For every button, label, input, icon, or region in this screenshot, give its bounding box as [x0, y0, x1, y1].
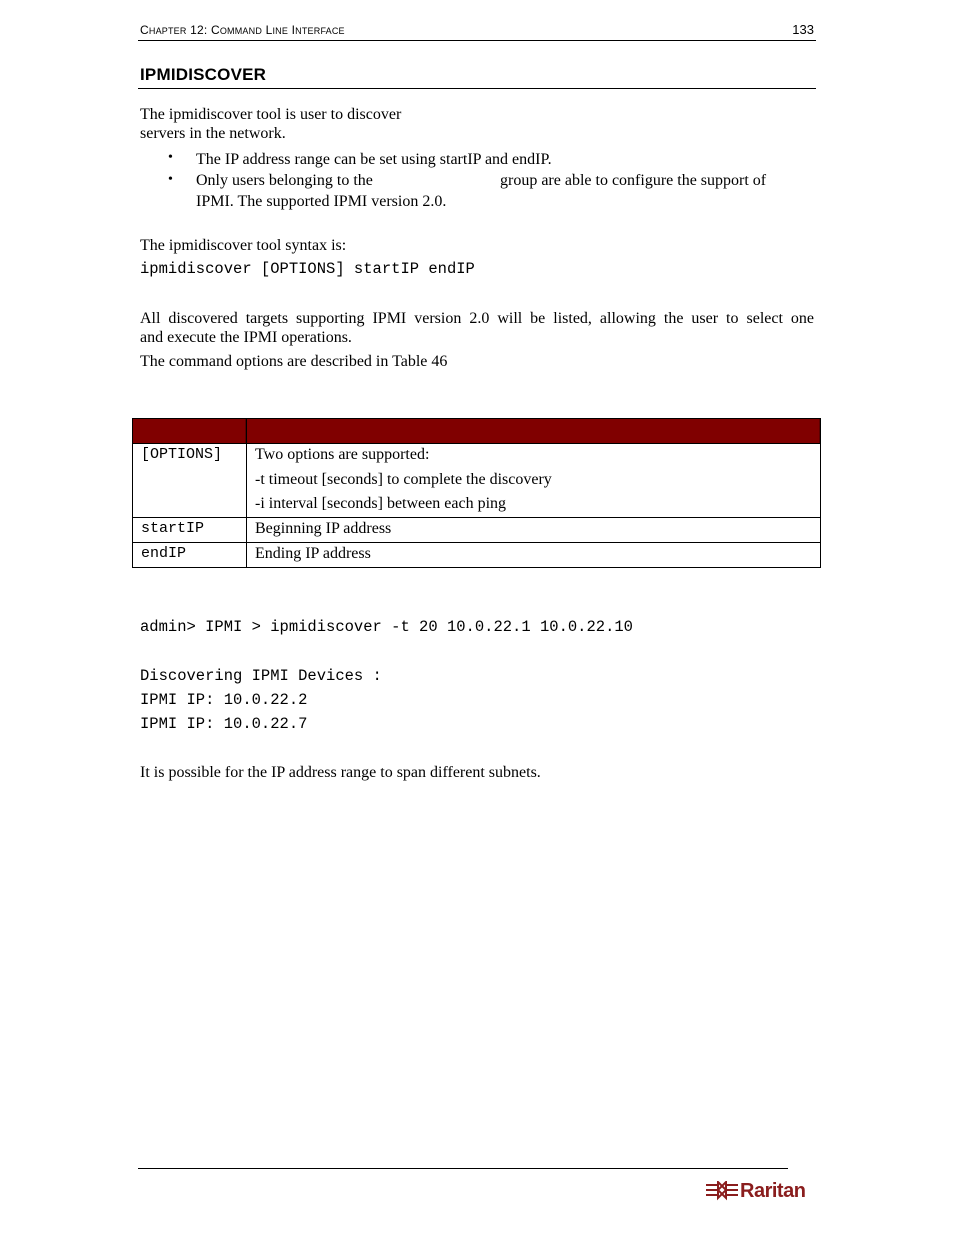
description-line: -t timeout [seconds] to complete the discovery: [255, 471, 552, 488]
description-line: -i interval [seconds] between each ping: [255, 495, 507, 512]
table-row: [133, 444, 821, 518]
discovery-line-1: All discovered targets supporting IPMI version 2.0 will be listed, allowing the user to select one: [140, 310, 814, 327]
bullet-2-text-b: group are able to configure the support of: [500, 172, 767, 189]
footer-divider: [138, 1168, 788, 1169]
closing-note: It is possible for the IP address range to span different subnets.: [140, 764, 541, 781]
table-row: [133, 543, 821, 568]
bullet-1-text: The IP address range can be set using startIP and endIP.: [196, 151, 552, 168]
table-header-cell: [247, 419, 821, 444]
description-line: Beginning IP address: [255, 520, 392, 537]
discovery-line-2: and execute the IPMI operations.: [140, 329, 352, 346]
description-cell: [247, 518, 821, 543]
syntax-code: ipmidiscover [OPTIONS] startIP endIP: [140, 260, 475, 278]
description-cell: [247, 543, 821, 568]
bullet-2-text-c: IPMI. The supported IPMI version 2.0.: [196, 193, 447, 210]
bullet-2-text-a: Only users belonging to the: [196, 172, 373, 189]
bullet-marker: •: [168, 150, 173, 165]
syntax-intro: The ipmidiscover tool syntax is:: [140, 237, 347, 254]
section-title: IPMIDISCOVER: [140, 65, 267, 84]
intro-line-2: servers in the network.: [140, 125, 286, 142]
example-output-line: Discovering IPMI Devices :: [140, 667, 382, 685]
option-cell: startIP: [133, 518, 247, 543]
intro-line-1: The ipmidiscover tool is user to discover: [140, 106, 402, 123]
raritan-logo-icon: [706, 1181, 738, 1201]
example-output-line: IPMI IP: 10.0.22.7: [140, 715, 308, 733]
example-output-line: IPMI IP: 10.0.22.2: [140, 691, 308, 709]
page-number: 133: [792, 22, 814, 37]
example-command: admin> IPMI > ipmidiscover -t 20 10.0.22.1 10.0.22.10: [140, 618, 633, 636]
table-header-row: [133, 419, 821, 444]
option-cell: endIP: [133, 543, 247, 568]
description-cell: [247, 444, 821, 518]
bullet-marker: •: [168, 172, 173, 187]
raritan-logo-text: Raritan: [740, 1179, 806, 1202]
description-line: Two options are supported:: [255, 446, 430, 463]
header-divider: [138, 40, 816, 41]
chapter-header: CHAPTER 12: COMMAND LINE INTERFACE: [140, 23, 345, 37]
table-header-cell: [133, 419, 247, 444]
option-cell: [OPTIONS]: [133, 444, 247, 518]
raritan-logo: [706, 1178, 805, 1204]
section-divider: [138, 88, 816, 89]
table-row: [133, 518, 821, 543]
description-line: Ending IP address: [255, 545, 371, 562]
options-table: [132, 418, 821, 568]
table-reference: The command options are described in Table 46: [140, 353, 448, 370]
